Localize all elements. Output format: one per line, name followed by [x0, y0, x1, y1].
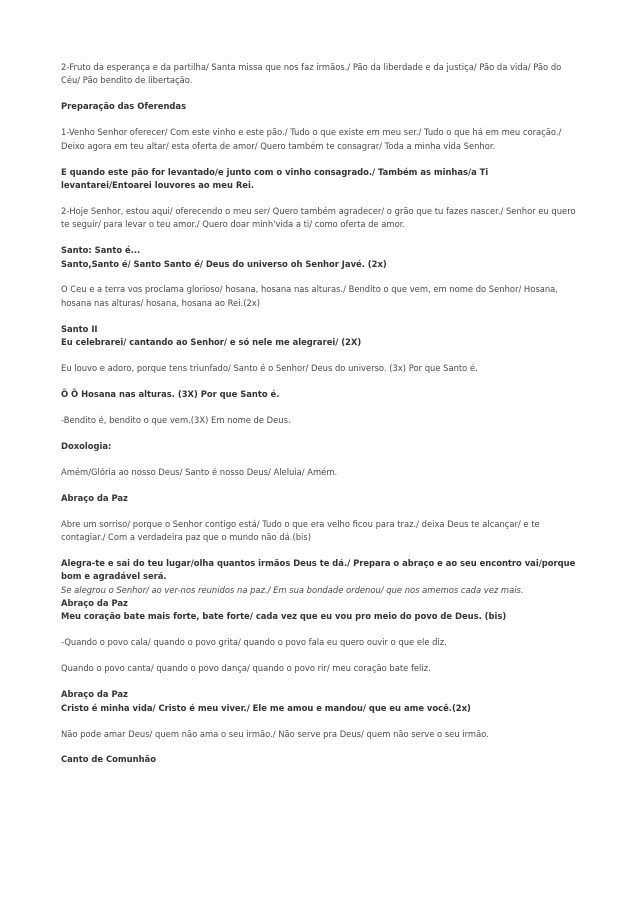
heading-line: Eu celebrarei/ cantando ao Senhor/ e só nele me alegrarei/ (2X) [61, 337, 362, 348]
paragraph [61, 244, 581, 271]
text-line: Não pode amar Deus/ quem não ama o seu irmão./ Não serve pra Deus/ quem não serve o seu irmão. [61, 728, 489, 739]
text-line: 2-Fruto da esperança e da partilha/ Santa missa que nos faz irmãos./ Pão da liberdade e da justiça/ Pão da vida/ Pão do Céu/ Pão bendito de libertação. [61, 62, 562, 86]
heading-line: Canto de Comunhão [61, 754, 156, 765]
paragraph [61, 728, 581, 741]
heading-line: Santo,Santo é/ Santo Santo é/ Deus do universo oh Senhor Javé. (2x) [61, 258, 387, 269]
text-line: Eu louvo e adoro, porque tens triunfado/ Santo é o Senhor/ Deus do universo. (3x) Por que Santo é. [61, 363, 478, 374]
paragraph [61, 753, 581, 766]
text-line: Abre um sorriso/ porque o Senhor contigo está/ Tudo o que era velho ficou para traz./ deixa Deus te alcançar/ e te contagiar./ Com a verdadeira paz que o mundo não dá.(bis) [61, 518, 540, 542]
paragraph [61, 388, 581, 401]
paragraph [61, 126, 581, 153]
paragraph [61, 636, 581, 649]
heading-line: Doxologia: [61, 440, 112, 451]
text-line: 2-Hoje Senhor, estou aqui/ oferecendo o meu ser/ Quero também agradecer/ o grão que tu fazes nascer./ Senhor eu quero te seguir/ para levar o teu amor./ Quero doar minh'vida a ti/ como oferta de amor. [61, 205, 576, 230]
paragraph [61, 283, 581, 310]
heading-line: Meu coração bate mais forte, bate forte/ cada vez que eu vou pro meio do povo de Deus. (bis) [61, 611, 507, 622]
paragraph [61, 166, 581, 193]
heading-line: Santo: Santo é... [61, 245, 141, 256]
paragraph [61, 100, 581, 113]
paragraph [61, 440, 581, 453]
text-line: Quando o povo canta/ quando o povo dança/ quando o povo rir/ meu coração bate feliz. [61, 663, 431, 674]
heading-line: Preparação das Oferendas [61, 101, 187, 112]
heading-line: Cristo é minha vida/ Cristo é meu viver./ Ele me amou e mandou/ que eu ame você.(2x) [61, 702, 471, 713]
document-page [61, 61, 581, 779]
text-line: -Quando o povo cala/ quando o povo grita/ quando o povo fala eu quero ouvir o que ele diz. [61, 637, 447, 648]
heading-line: Abraço da Paz [61, 492, 128, 503]
paragraph [61, 662, 581, 675]
heading-line: Alegra-te e sai do teu lugar/olha quantos irmãos Deus te dá./ Prepara o abraço e ao seu encontro vai/porque bom e agradável será. [61, 557, 576, 582]
text-line: Se alegrou o Senhor/ ao ver-nos reunidos na paz./ Em sua bondade ordenou/ que nos amemos cada vez mais. [61, 584, 524, 595]
paragraph [61, 518, 581, 545]
paragraph [61, 466, 581, 479]
paragraph [61, 323, 581, 350]
heading-line: Abraço da Paz [61, 598, 128, 609]
paragraph [61, 414, 581, 427]
heading-line: E quando este pão for levantado/e junto com o vinho consagrado./ Também as minhas/a Ti levantarei/Entoarei louvores ao meu Rei. [61, 166, 489, 190]
paragraph [61, 557, 581, 624]
heading-line: Abraço da Paz [61, 689, 128, 700]
text-line: 1-Venho Senhor oferecer/ Com este vinho e este pão./ Tudo o que existe em meu ser./ Tudo o que há em meu coração./ Deixo agora em teu altar/ esta oferta de amor/ Quero também te consagrar/ Toda a minha vida Senhor. [61, 127, 562, 151]
text-line: Amém/Glória ao nosso Deus/ Santo é nosso Deus/ Aleluia/ Amém. [61, 466, 338, 477]
paragraph [61, 688, 581, 715]
paragraph [61, 205, 581, 232]
heading-line: Ô Ô Hosana nas alturas. (3X) Por que Santo é. [61, 389, 280, 399]
heading-line: Santo II [61, 323, 98, 334]
text-line: -Bendito é, bendito o que vem.(3X) Em nome de Deus. [61, 414, 291, 425]
paragraph [61, 492, 581, 505]
paragraph [61, 362, 581, 375]
text-line: O Ceu e a terra vos proclama glorioso/ hosana, hosana nas alturas./ Bendito o que vem, em nome do Senhor/ Hosana, hosana nas alturas/ hosana, hosana ao Rei.(2x) [61, 284, 558, 308]
paragraph [61, 61, 581, 88]
